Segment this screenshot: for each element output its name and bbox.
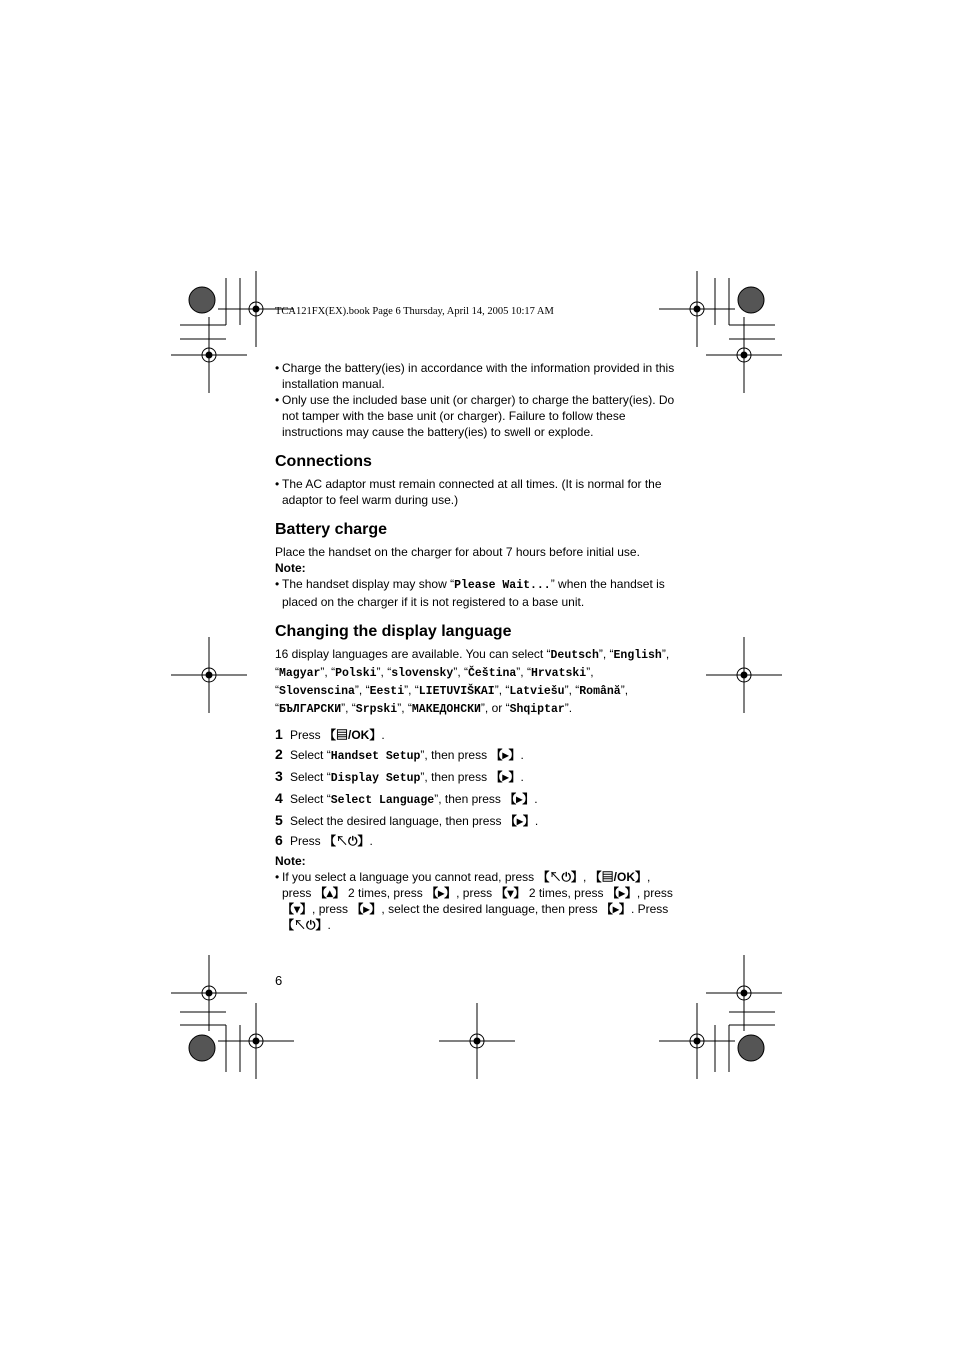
intro-bullet: • Charge the battery(ies) in accordance with the information provided in this installation manual. [275,360,680,392]
step-text: Select the desired language, then press 【▸】. [290,814,539,828]
step-number: 6 [275,832,283,848]
right-arrow-key-icon: 【▸】 [600,902,631,916]
language-option: Magyar [279,667,321,680]
step-item [275,768,680,787]
down-arrow-key-icon: 【▾】 [495,886,526,900]
right-arrow-key-icon: 【▸】 [351,902,382,916]
language-option: Hrvatski [530,667,587,680]
battery-charge-heading: Battery charge [275,521,388,538]
right-arrow-key-icon: 【▸】 [490,770,521,784]
step-text: Press 【↖⏻】. [290,834,373,848]
language-option: Eesti [369,685,405,698]
language-option: Deutsch [550,649,599,662]
language-option: Čeština [467,667,517,680]
up-arrow-key-icon: 【▴】 [314,886,345,900]
language-option: Display Setup [330,772,421,785]
step-number: 4 [275,790,283,806]
page-number: 6 [275,973,283,988]
note-label: Note: [275,561,306,575]
right-arrow-key-icon: 【▸】 [426,886,457,900]
step-number: 3 [275,768,283,784]
language-option: English [613,649,662,662]
step-item [275,832,680,849]
language-option: slovensky [391,667,454,680]
language-option: Latviešu [509,685,565,698]
menu-ok-key-icon: 【▤/OK】 [324,728,382,742]
step-text: Select “Display Setup”, then press 【▸】. [290,770,524,785]
menu-ok-key-icon: 【▤/OK】 [589,870,648,884]
step-item [275,746,680,765]
step-item [275,812,680,829]
language-option: Polski [335,667,377,680]
page-content [275,360,680,933]
battery-note: • The handset display may show “Please Wait...” when the handset is placed on the charger if it is not registered to a base unit. [275,576,680,610]
language-option: Srpski [355,703,398,716]
language-option: МАКЕДОНСКИ [411,703,481,716]
off-key-icon: 【↖⏻】 [537,870,583,884]
connections-heading: Connections [275,453,372,470]
battery-charge-text: Place the handset on the charger for about 7 hours before initial use. [275,545,640,559]
right-arrow-key-icon: 【▸】 [504,814,535,828]
intro-bullet: • Only use the included base unit (or charger) to charge the battery(ies). Do not tamper with the base unit (or charger). Failure to follow these instructions may cause the battery(ies) to swell or explode. [275,392,680,440]
language-option: Select Language [330,794,435,807]
display-text: Please Wait... [454,579,551,592]
language-option: Slovenscina [279,685,355,698]
step-text: Press 【▤/OK】. [290,728,385,742]
language-option: БЪЛГАРСКИ [279,703,342,716]
file-header: TCA121FX(EX).book Page 6 Thursday, April 14, 2005 10:17 AM [275,306,554,317]
step-number: 2 [275,746,283,762]
step-item [275,790,680,809]
step-number: 5 [275,812,283,828]
language-option: LIETUVIŠKAI [418,685,495,698]
step-text: Select “Select Language”, then press 【▸】. [290,792,538,807]
off-key-icon: 【↖⏻】 [324,834,370,848]
connections-bullet: • The AC adaptor must remain connected at all times. (It is normal for the adaptor to feel warm during use.) [275,476,680,508]
down-arrow-key-icon: 【▾】 [282,902,313,916]
language-note: • If you select a language you cannot read, press 【↖⏻】, 【▤/OK】, press 【▴】 2 times, press 【▸】, press 【▾】 2 times, press 【▸】, press 【▾】, press 【▸】, select the desired language, then press 【▸】. Press 【↖⏻】. [275,869,680,933]
off-key-icon: 【↖⏻】 [282,918,328,932]
right-arrow-key-icon: 【▸】 [490,748,521,762]
language-option: Handset Setup [330,750,421,763]
steps-list [275,726,680,849]
right-arrow-key-icon: 【▸】 [504,792,535,806]
language-option: Română [579,685,621,698]
step-text: Select “Handset Setup”, then press 【▸】. [290,748,524,763]
step-item [275,726,680,743]
language-intro: 16 display languages are available. You can select “Deutsch”, “English”, “Magyar”, “Polski”, “slovensky”, “Čeština”, “Hrvatski”, “Slovenscina”, “Eesti”, “LIETUVIŠKAI”, “Latviešu”, “Română”, “БЪЛГАРСКИ”, “Srpski”, “МАКЕДОНСКИ”, or “Shqiptar”. [275,647,670,716]
note-label: Note: [275,854,306,868]
step-number: 1 [275,726,283,742]
language-heading: Changing the display language [275,623,512,640]
right-arrow-key-icon: 【▸】 [606,886,637,900]
language-option: Shqiptar [509,703,565,716]
